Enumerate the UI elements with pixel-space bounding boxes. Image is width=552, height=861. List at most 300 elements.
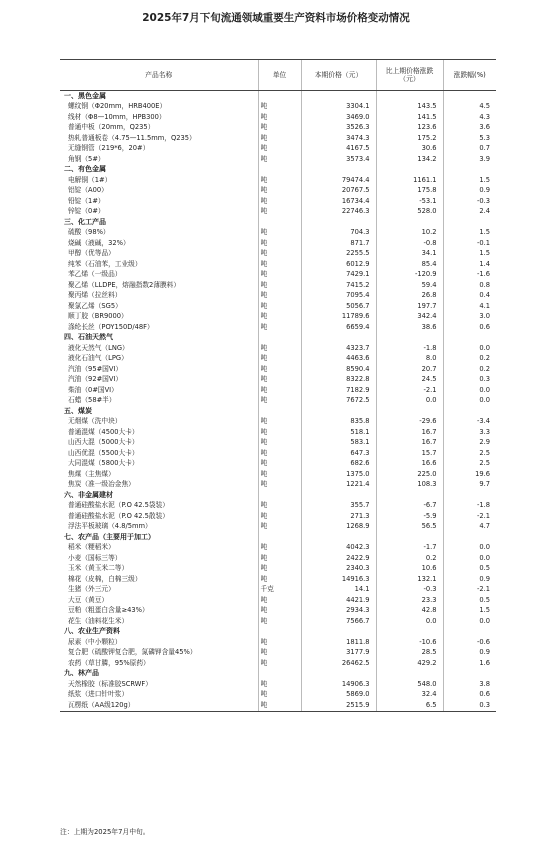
table-row xyxy=(60,291,496,302)
section-header-row xyxy=(60,669,496,680)
change-cell: 32.4 xyxy=(376,690,443,701)
price-cell: 8322.8 xyxy=(301,375,376,386)
product-name-cell: 浮法平板玻璃（4.8/5mm） xyxy=(68,522,152,531)
empty-cell xyxy=(301,165,376,176)
change-cell: -10.6 xyxy=(376,637,443,648)
unit-cell: 吨 xyxy=(258,375,301,386)
unit-cell: 吨 xyxy=(258,438,301,449)
product-name-cell: 豆粕（粗蛋白含量≥43%） xyxy=(68,606,149,615)
table-row xyxy=(60,154,496,165)
unit-cell: 吨 xyxy=(258,186,301,197)
table-body xyxy=(60,91,496,712)
unit-cell: 吨 xyxy=(258,574,301,585)
change-cell: 108.3 xyxy=(376,480,443,491)
change-cell: 26.8 xyxy=(376,291,443,302)
change-cell: 143.5 xyxy=(376,102,443,113)
table-row xyxy=(60,396,496,407)
empty-cell xyxy=(376,333,443,344)
change-cell: 42.8 xyxy=(376,606,443,617)
product-name-cell: 普通硅酸盐水泥（P.O 42.5散装） xyxy=(68,511,169,520)
change-cell: 1161.1 xyxy=(376,175,443,186)
empty-cell xyxy=(443,217,496,228)
pct-cell: 2.9 xyxy=(443,438,496,449)
change-cell: 28.5 xyxy=(376,648,443,659)
footnote: 注：上期为2025年7月中旬。 xyxy=(60,828,150,836)
unit-cell: 吨 xyxy=(258,343,301,354)
price-cell: 2340.3 xyxy=(301,564,376,575)
section-header-row xyxy=(60,627,496,638)
product-name-cell: 铅锭（1#） xyxy=(68,196,105,205)
change-cell: 20.7 xyxy=(376,364,443,375)
pct-cell: 0.0 xyxy=(443,396,496,407)
empty-cell xyxy=(258,532,301,543)
product-name-cell: 线材（Φ8—10mm，HPB300） xyxy=(68,112,166,121)
header-pct: 涨跌幅(%) xyxy=(443,60,496,91)
table-row xyxy=(60,564,496,575)
product-name-cell: 液化石油气（LPG） xyxy=(68,354,128,363)
product-name-cell: 棉花（皮棉，白棉三级） xyxy=(68,574,142,583)
section-title: 四、石油天然气 xyxy=(64,333,113,342)
section-header-row xyxy=(60,333,496,344)
price-cell: 26462.5 xyxy=(301,658,376,669)
empty-cell xyxy=(443,627,496,638)
price-cell: 8590.4 xyxy=(301,364,376,375)
table-row xyxy=(60,417,496,428)
unit-cell: 吨 xyxy=(258,144,301,155)
table-row xyxy=(60,637,496,648)
empty-cell xyxy=(376,406,443,417)
price-cell: 647.3 xyxy=(301,448,376,459)
product-name-cell: 玉米（黄玉米二等） xyxy=(68,564,129,573)
change-cell: 24.5 xyxy=(376,375,443,386)
price-cell: 583.1 xyxy=(301,438,376,449)
product-name-cell: 复合肥（硫酸钾复合肥，氮磷钾含量45%） xyxy=(68,648,197,657)
price-cell: 7095.4 xyxy=(301,291,376,302)
empty-cell xyxy=(376,165,443,176)
product-name-cell: 瓦楞纸（AA级120g） xyxy=(60,700,258,711)
empty-cell xyxy=(301,490,376,501)
header-change: 比上期价格涨跌（元） xyxy=(376,60,443,91)
table-row xyxy=(60,259,496,270)
product-name-cell: 热轧普通板卷（4.75—11.5mm，Q235） xyxy=(68,133,196,142)
empty-cell xyxy=(301,333,376,344)
pct-cell: 0.5 xyxy=(443,595,496,606)
empty-cell xyxy=(301,627,376,638)
unit-cell: 吨 xyxy=(258,154,301,165)
pct-cell: -1.8 xyxy=(443,501,496,512)
product-name-cell: 汽油（92#国VI） xyxy=(68,375,123,384)
pct-cell: 0.0 xyxy=(443,343,496,354)
price-cell: 835.8 xyxy=(301,417,376,428)
unit-cell: 吨 xyxy=(258,427,301,438)
unit-cell: 吨 xyxy=(258,616,301,627)
pct-cell: 0.9 xyxy=(443,648,496,659)
price-cell: 2515.9 xyxy=(301,700,376,711)
table-row xyxy=(60,648,496,659)
table-row xyxy=(60,228,496,239)
unit-cell: 吨 xyxy=(258,123,301,134)
table-row xyxy=(60,522,496,533)
table-row xyxy=(60,196,496,207)
change-cell: 134.2 xyxy=(376,154,443,165)
empty-cell xyxy=(258,217,301,228)
table-row xyxy=(60,102,496,113)
header-unit: 单位 xyxy=(258,60,301,91)
unit-cell: 吨 xyxy=(258,112,301,123)
unit-cell: 吨 xyxy=(258,679,301,690)
change-cell: -1.8 xyxy=(376,343,443,354)
pct-cell: 3.9 xyxy=(443,154,496,165)
product-name-cell: 聚乙烯（LLDPE，熔融指数2薄膜料） xyxy=(68,280,181,289)
table-row xyxy=(60,364,496,375)
header-price: 本期价格（元） xyxy=(301,60,376,91)
table-row xyxy=(60,459,496,470)
unit-cell: 吨 xyxy=(258,700,301,711)
change-cell: 10.2 xyxy=(376,228,443,239)
unit-cell: 吨 xyxy=(258,501,301,512)
price-cell: 682.6 xyxy=(301,459,376,470)
product-name-cell: 纸浆（进口针叶浆） xyxy=(68,690,129,699)
product-name-cell: 柴油（0#国VI） xyxy=(68,385,118,394)
unit-cell: 吨 xyxy=(258,175,301,186)
table-row xyxy=(60,448,496,459)
change-cell: 34.1 xyxy=(376,249,443,260)
change-cell: 85.4 xyxy=(376,259,443,270)
price-cell: 3304.1 xyxy=(301,102,376,113)
pct-cell: 0.0 xyxy=(443,616,496,627)
unit-cell: 吨 xyxy=(258,301,301,312)
unit-cell: 吨 xyxy=(258,354,301,365)
unit-cell: 吨 xyxy=(258,511,301,522)
product-name-cell: 生猪（外三元） xyxy=(68,585,115,594)
unit-cell: 吨 xyxy=(258,396,301,407)
empty-cell xyxy=(301,91,376,102)
change-cell: 56.5 xyxy=(376,522,443,533)
pct-cell: 9.7 xyxy=(443,480,496,491)
unit-cell: 吨 xyxy=(258,364,301,375)
price-cell: 4463.6 xyxy=(301,354,376,365)
table-row xyxy=(60,133,496,144)
change-cell: -1.7 xyxy=(376,543,443,554)
pct-cell: 0.6 xyxy=(443,690,496,701)
pct-cell: -1.6 xyxy=(443,270,496,281)
pct-cell: -3.4 xyxy=(443,417,496,428)
table-row xyxy=(60,553,496,564)
product-name-cell: 角钢（5#） xyxy=(68,154,105,163)
unit-cell: 吨 xyxy=(258,606,301,617)
unit-cell: 吨 xyxy=(258,133,301,144)
empty-cell xyxy=(301,217,376,228)
product-name-cell: 聚丙烯（拉丝料） xyxy=(68,291,122,300)
product-name-cell: 液化天然气（LNG） xyxy=(68,343,129,352)
product-name-cell: 电解铜（1#） xyxy=(68,175,112,184)
unit-cell: 吨 xyxy=(258,312,301,323)
change-cell: 59.4 xyxy=(376,280,443,291)
table-row xyxy=(60,469,496,480)
change-cell: 141.5 xyxy=(376,112,443,123)
price-cell: 1375.0 xyxy=(301,469,376,480)
pct-cell: 1.5 xyxy=(443,228,496,239)
product-name-cell: 涤纶长丝（POY150D/48F） xyxy=(68,322,154,331)
empty-cell xyxy=(443,406,496,417)
product-name-cell: 烧碱（液碱，32%） xyxy=(68,238,130,247)
price-cell: 4167.5 xyxy=(301,144,376,155)
unit-cell: 吨 xyxy=(258,228,301,239)
pct-cell: 3.8 xyxy=(443,679,496,690)
table-row xyxy=(60,354,496,365)
table-row xyxy=(60,574,496,585)
unit-cell: 吨 xyxy=(258,553,301,564)
product-name-cell: 顺丁胶（BR9000） xyxy=(68,312,128,321)
pct-cell: 0.9 xyxy=(443,186,496,197)
table-row xyxy=(60,322,496,333)
empty-cell xyxy=(443,669,496,680)
change-cell: 30.6 xyxy=(376,144,443,155)
pct-cell: 0.2 xyxy=(443,364,496,375)
price-cell: 5056.7 xyxy=(301,301,376,312)
empty-cell xyxy=(376,217,443,228)
pct-cell: 0.0 xyxy=(443,385,496,396)
price-table xyxy=(60,59,496,712)
table-row xyxy=(60,375,496,386)
change-cell: 38.6 xyxy=(376,322,443,333)
pct-cell: 2.5 xyxy=(443,459,496,470)
table-row xyxy=(60,144,496,155)
table-row xyxy=(60,606,496,617)
change-cell: 8.0 xyxy=(376,354,443,365)
pct-cell: 4.5 xyxy=(443,102,496,113)
change-cell: 197.7 xyxy=(376,301,443,312)
pct-cell: 0.0 xyxy=(443,543,496,554)
section-header-row xyxy=(60,532,496,543)
change-cell: 342.4 xyxy=(376,312,443,323)
table-row xyxy=(60,585,496,596)
pct-cell: 1.4 xyxy=(443,259,496,270)
pct-cell: -0.6 xyxy=(443,637,496,648)
product-name-cell: 花生（油料花生米） xyxy=(68,616,129,625)
price-cell: 4323.7 xyxy=(301,343,376,354)
price-cell: 3573.4 xyxy=(301,154,376,165)
empty-cell xyxy=(376,669,443,680)
page-title: 2025年7月下旬流通领域重要生产资料市场价格变动情况 xyxy=(142,12,410,24)
change-cell: -5.9 xyxy=(376,511,443,522)
pct-cell: 0.5 xyxy=(443,564,496,575)
empty-cell xyxy=(376,627,443,638)
table-row xyxy=(60,280,496,291)
change-cell: -0.8 xyxy=(376,238,443,249)
unit-cell: 吨 xyxy=(258,690,301,701)
pct-cell: 0.4 xyxy=(443,291,496,302)
empty-cell xyxy=(443,165,496,176)
unit-cell: 吨 xyxy=(258,280,301,291)
section-header-row xyxy=(60,91,496,102)
product-name-cell: 硫酸（98%） xyxy=(68,228,110,237)
section-title: 七、农产品（主要用于加工） xyxy=(64,532,155,541)
section-header-row xyxy=(60,217,496,228)
product-name-cell: 大豆（黄豆） xyxy=(68,595,109,604)
table-row xyxy=(60,270,496,281)
product-name-cell: 无烟煤（洗中块） xyxy=(68,417,122,426)
price-cell: 11789.6 xyxy=(301,312,376,323)
unit-cell: 吨 xyxy=(258,385,301,396)
table-row xyxy=(60,207,496,218)
pct-cell: 0.9 xyxy=(443,574,496,585)
price-cell: 20767.5 xyxy=(301,186,376,197)
table-row xyxy=(60,385,496,396)
change-cell: 225.0 xyxy=(376,469,443,480)
unit-cell: 吨 xyxy=(258,459,301,470)
product-name-cell: 小麦（国标三等） xyxy=(68,553,122,562)
pct-cell: 2.5 xyxy=(443,448,496,459)
unit-cell: 吨 xyxy=(258,480,301,491)
price-cell: 871.7 xyxy=(301,238,376,249)
price-cell: 1811.8 xyxy=(301,637,376,648)
unit-cell: 吨 xyxy=(258,637,301,648)
unit-cell: 吨 xyxy=(258,522,301,533)
price-cell: 3474.3 xyxy=(301,133,376,144)
product-name-cell: 农药（草甘膦，95%原药） xyxy=(68,658,150,667)
unit-cell: 吨 xyxy=(258,249,301,260)
unit-cell: 吨 xyxy=(258,564,301,575)
price-cell: 3469.0 xyxy=(301,112,376,123)
unit-cell: 吨 xyxy=(258,448,301,459)
pct-cell: 19.6 xyxy=(443,469,496,480)
empty-cell xyxy=(258,406,301,417)
unit-cell: 千克 xyxy=(258,585,301,596)
price-cell: 518.1 xyxy=(301,427,376,438)
empty-cell xyxy=(258,669,301,680)
product-name-cell: 苯乙烯（一级品） xyxy=(68,270,122,279)
price-cell: 16734.4 xyxy=(301,196,376,207)
product-name-cell: 纯苯（石油苯，工业级） xyxy=(68,259,142,268)
unit-cell: 吨 xyxy=(258,238,301,249)
table-row xyxy=(60,595,496,606)
empty-cell xyxy=(443,333,496,344)
pct-cell: 0.2 xyxy=(443,354,496,365)
product-name-cell: 尿素（中小颗粒） xyxy=(68,637,122,646)
section-header-row xyxy=(60,406,496,417)
change-cell: 175.2 xyxy=(376,133,443,144)
empty-cell xyxy=(258,490,301,501)
product-name-cell: 甲醇（优等品） xyxy=(68,249,115,258)
table-row xyxy=(60,112,496,123)
table-row xyxy=(60,501,496,512)
price-cell: 5869.0 xyxy=(301,690,376,701)
product-name-cell: 聚氯乙烯（SG5） xyxy=(68,301,122,310)
pct-cell: 0.3 xyxy=(443,700,496,711)
table-row xyxy=(60,238,496,249)
empty-cell xyxy=(376,91,443,102)
empty-cell xyxy=(376,532,443,543)
unit-cell: 吨 xyxy=(258,322,301,333)
price-cell: 2422.9 xyxy=(301,553,376,564)
change-cell: -120.9 xyxy=(376,270,443,281)
table-row xyxy=(60,427,496,438)
empty-cell xyxy=(258,333,301,344)
table-row xyxy=(60,511,496,522)
change-cell: 15.7 xyxy=(376,448,443,459)
change-cell: -2.1 xyxy=(376,385,443,396)
price-cell: 7672.5 xyxy=(301,396,376,407)
pct-cell: 4.1 xyxy=(443,301,496,312)
empty-cell xyxy=(301,669,376,680)
unit-cell: 吨 xyxy=(258,543,301,554)
section-title: 五、煤炭 xyxy=(64,406,92,415)
change-cell: 10.6 xyxy=(376,564,443,575)
unit-cell: 吨 xyxy=(258,469,301,480)
section-title: 六、非金属建材 xyxy=(64,490,113,499)
table-row xyxy=(60,700,496,711)
empty-cell xyxy=(258,165,301,176)
change-cell: 528.0 xyxy=(376,207,443,218)
price-cell: 3177.9 xyxy=(301,648,376,659)
table-row xyxy=(60,658,496,669)
empty-cell xyxy=(301,532,376,543)
section-title: 二、有色金属 xyxy=(64,165,106,174)
unit-cell: 吨 xyxy=(258,270,301,281)
pct-cell: 3.6 xyxy=(443,123,496,134)
product-name-cell: 焦炭（准一级冶金焦） xyxy=(68,480,135,489)
product-name-cell: 普通混煤（4500大卡） xyxy=(68,427,139,436)
unit-cell: 吨 xyxy=(258,658,301,669)
pct-cell: 3.0 xyxy=(443,312,496,323)
change-cell: 175.8 xyxy=(376,186,443,197)
empty-cell xyxy=(258,91,301,102)
table-row xyxy=(60,679,496,690)
table-row xyxy=(60,343,496,354)
unit-cell: 吨 xyxy=(258,196,301,207)
section-header-row xyxy=(60,165,496,176)
product-name-cell: 普通硅酸盐水泥（P.O 42.5袋装） xyxy=(68,501,169,510)
product-name-cell: 普通中板（20mm，Q235） xyxy=(68,123,155,132)
price-cell: 355.7 xyxy=(301,501,376,512)
change-cell: -0.3 xyxy=(376,585,443,596)
pct-cell: 0.3 xyxy=(443,375,496,386)
table-row xyxy=(60,123,496,134)
section-title: 九、林产品 xyxy=(64,669,99,678)
price-cell: 1268.9 xyxy=(301,522,376,533)
pct-cell: 4.7 xyxy=(443,522,496,533)
pct-cell: 5.3 xyxy=(443,133,496,144)
unit-cell: 吨 xyxy=(258,291,301,302)
pct-cell: 0.0 xyxy=(443,553,496,564)
table-row xyxy=(60,690,496,701)
pct-cell: -0.1 xyxy=(443,238,496,249)
unit-cell: 吨 xyxy=(258,102,301,113)
price-cell: 6012.9 xyxy=(301,259,376,270)
pct-cell: 0.8 xyxy=(443,280,496,291)
product-name-cell: 汽油（95#国VI） xyxy=(68,364,123,373)
product-name-cell: 山西优混（5500大卡） xyxy=(68,448,139,457)
product-name-cell: 山西大混（5000大卡） xyxy=(68,438,139,447)
product-name-cell: 天然橡胶（标准胶SCRWF） xyxy=(68,679,152,688)
price-cell: 7182.9 xyxy=(301,385,376,396)
price-cell: 704.3 xyxy=(301,228,376,239)
change-cell: 548.0 xyxy=(376,679,443,690)
unit-cell: 吨 xyxy=(258,259,301,270)
change-cell: 16.7 xyxy=(376,438,443,449)
unit-cell: 吨 xyxy=(258,417,301,428)
table-row xyxy=(60,312,496,323)
change-cell: 0.2 xyxy=(376,553,443,564)
table-row xyxy=(60,616,496,627)
change-cell: 16.6 xyxy=(376,459,443,470)
empty-cell xyxy=(376,490,443,501)
pct-cell: 1.5 xyxy=(443,606,496,617)
price-cell: 79474.4 xyxy=(301,175,376,186)
pct-cell: 4.3 xyxy=(443,112,496,123)
product-name-cell: 铝锭（A00） xyxy=(68,186,108,195)
